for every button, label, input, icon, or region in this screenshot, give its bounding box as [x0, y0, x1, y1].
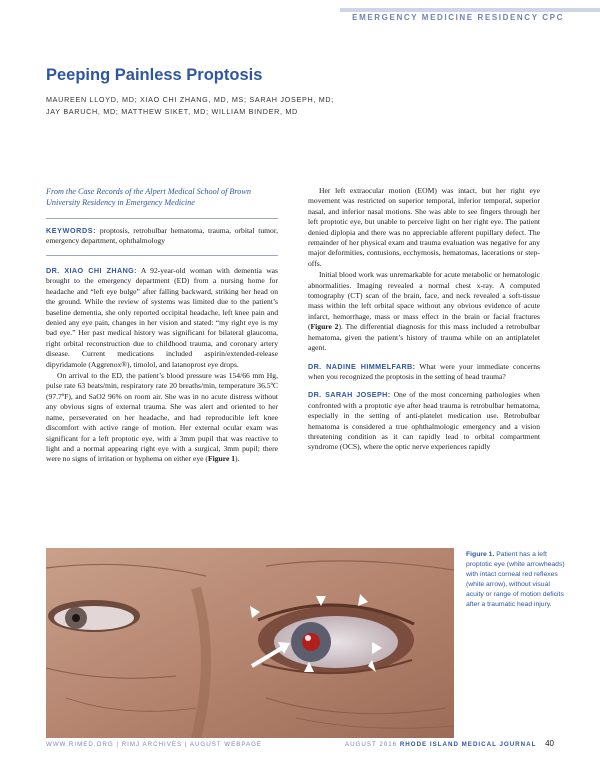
keywords-text: proptosis, retrobulbar hematoma, trauma, orbital tumor, emergency department, ophthalmology — [46, 226, 278, 246]
figure-1-caption — [466, 550, 566, 610]
keywords-rule-top — [46, 218, 278, 219]
speaker-zhang: DR. XIAO CHI ZHANG: — [46, 266, 137, 275]
header-rule — [340, 8, 600, 12]
footer-date: AUGUST 2016 — [344, 741, 398, 748]
eom-paragraph: Her left extraocular motion (EOM) was intact, but her right eye movement was restricted on superior temporal, inferior temporal, superior nasal, and inferior nasal motions. She was able to see fingers through her left proptotic eye, but unable to perceive light on her right eye. The patient denied diplopia and there was no appreciable afferent pupillary defect. The remainder of her physical exam and trauma evaluation was negative for any major deformities, contusions, ecchymosis, hematomas, lacerations or step-offs. — [308, 186, 540, 268]
footer-journal — [345, 739, 554, 748]
author-line-1: MAUREEN LLOYD, MD; XIAO CHI ZHANG, MD, MS; SARAH JOSEPH, MD; — [46, 95, 335, 104]
figure-2-ref: Figure 2 — [310, 322, 339, 332]
case-presentation-text: A 92-year-old woman with dementia was brought to the emergency department (ED) from a nursing home for headache and “left eye bulge” after falling backward, striking her head on the ground. While the review of systems was limited due to the patient’s baseline dementia, she only reported occipital headache, left knee pain and denied any eye pain, changes in her vision and stated: “my right eye is my bad eye.” Her past medical history was significant for bilateral glaucoma, right orbital reconstruction due to childhood trauma, and coronary artery disease. Current medications included aspirin/extended-release dipyridamole (Aggrenox®), timolol, and latanoprost eye drops. — [46, 266, 279, 369]
exam-text-end: ). — [235, 454, 240, 464]
figure-1-photo — [46, 548, 454, 738]
article-title: Peeping Painless Proptosis — [46, 66, 263, 84]
author-line-2: JAY BARUCH, MD; MATTHEW SIKET, MD; WILLIAM BINDER, MD — [46, 107, 298, 116]
workup-text: Initial blood work was unremarkable for acute metabolic or hematologic abnormalities. Imaging revealed a normal chest x-ray. A computed tomography (CT) scan of the brain, face, and neck revealed a soft-tissue mass within the left orbital space without any obvious evidence of acute infarct, hemorrhage, mass or mass effect in the brain or facial fractures ( — [308, 270, 540, 332]
caption-text: Patient has a left proptotic eye (white arrowheads) with intact corneal red reflexes (white arrow), without visual acuity or range of motion deficits after a traumatic head injury. — [466, 551, 565, 608]
speaker-joseph: DR. SARAH JOSEPH: — [308, 390, 391, 400]
page-number: 40 — [545, 739, 554, 748]
figure-1-ref: Figure 1 — [207, 454, 236, 464]
author-list — [46, 94, 366, 118]
question-text: What were your immediate concerns when you recognized the proptosis in the setting of head trauma? — [308, 361, 541, 381]
right-column — [308, 186, 540, 454]
left-column — [46, 186, 278, 209]
keywords-block — [46, 226, 278, 248]
keywords-label: KEYWORDS: — [46, 226, 97, 235]
footer-journal-name: RHODE ISLAND MEDICAL JOURNAL — [399, 741, 537, 748]
answer-text: One of the most concerning pathologies when confronted with a proptotic eye after head trauma is retrobulbar hematoma, especially in the setting of anti-platelet medication use. Retrobulbar hematoma is considered a true ophthalmologic emergency and a vision threatening condition as it can rapidly lead to orbital compartment syndrome (OCS), where the optic nerve experiences rapidly — [308, 390, 540, 452]
section-label: EMERGENCY MEDICINE RESIDENCY CPC — [352, 13, 564, 22]
exam-text: On arrival to the ED, the patient’s blood pressure was 154/66 mm Hg, pulse rate 63 beats/min, respiratory rate 20 breaths/min, temperature 36.5ºC (97.7ºF), and SaO2 96% on room air. She was in no acute distress without any obvious signs of external trauma. She was alert and oriented to her name, perseverated on her headache, and had reproducible left knee discomfort with active range of motion. Her external ocular exam was significant for a left proptotic eye, with a 3mm pupil that was reactive to light and a normal appearing right eye with a surgical, 3mm pupil; there were no signs of irritation or hyphema on either eye ( — [46, 371, 278, 464]
keywords-rule-bottom — [46, 255, 278, 256]
speaker-himmelfarb: DR. NADINE HIMMELFARB: — [308, 361, 416, 371]
footer-links[interactable]: WWW.RIMED.ORG | RIMJ ARCHIVES | AUGUST WEBPAGE — [46, 741, 263, 748]
workup-text-end: ). The differential diagnosis for this mass included a retrobulbar hematoma, given the patient’s history of trauma while on an antiplatelet agent. — [308, 322, 540, 353]
caption-label: Figure 1. — [466, 551, 495, 558]
case-source-note: From the Case Records of the Alpert Medical School of Brown University Residency in Emergency Medicine — [46, 187, 251, 207]
left-body — [46, 266, 278, 466]
